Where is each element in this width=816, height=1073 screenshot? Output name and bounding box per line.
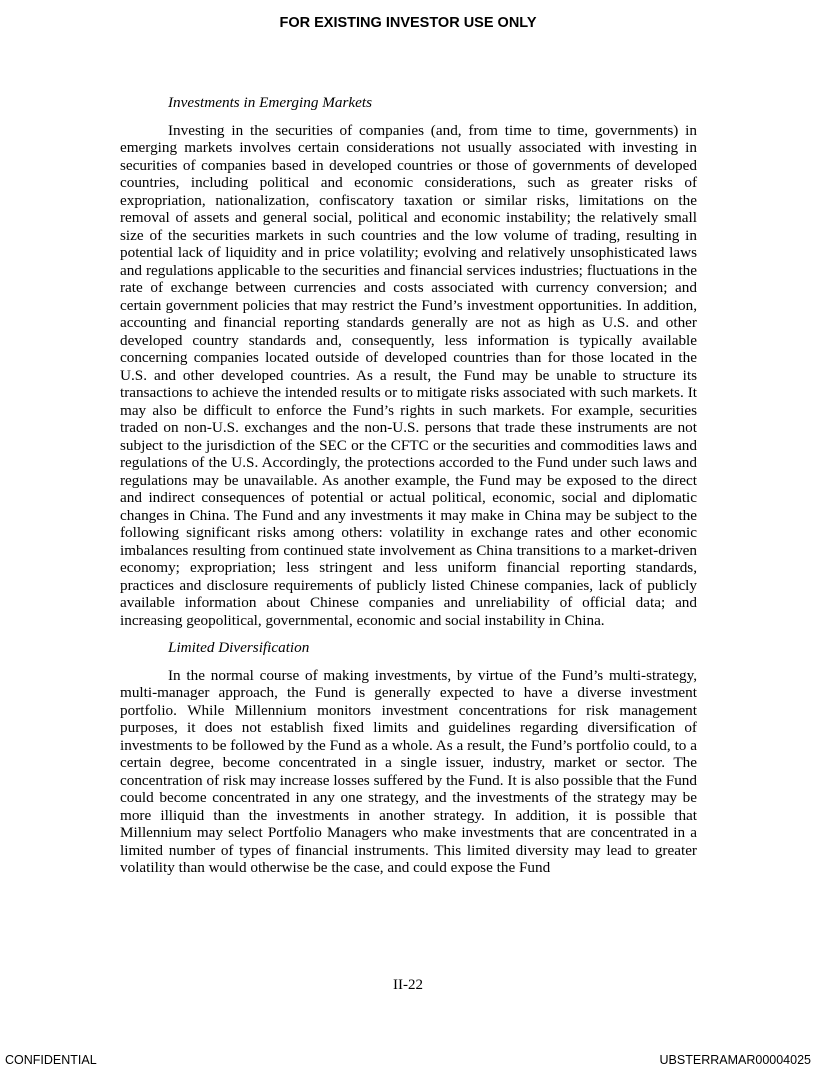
footer-confidential-label: CONFIDENTIAL [5,1053,97,1067]
document-body [120,94,697,887]
section-heading-limited-diversification: Limited Diversification [168,639,310,656]
footer-bates-number: UBSTERRAMAR00004025 [659,1053,811,1067]
page-number: II-22 [393,977,423,993]
paragraph-emerging-markets: Investing in the securities of companies (and, from time to time, governments) in emerging markets involves certain considerations not usually associated with investing in securities of companies based in developed countries or those of governments of developed countries, including political and economic considerations, such as greater risks of expropriation, nationalization, confiscatory taxation or similar risks, limitations on the removal of assets and general social, political and economic instability; the relatively small size of the securities markets in such countries and the low volume of trading, resulting in potential lack of liquidity and in price volatility; evolving and relatively unsophisticated laws and regulations applicable to the securities and financial services industries; fluctuations in the rate of exchange between currencies and costs associated with currency conversion; and certain government policies that may restrict the Fund’s investment opportunities. In addition, accounting and financial reporting standards generally are not as high as U.S. and other developed country standards and, consequently, less information is typically available concerning companies located outside of developed countries than for those located in the U.S. and other developed countries. As a result, the Fund may be unable to structure its transactions to achieve the intended results or to mitigate risks associated with such markets. It may also be difficult to enforce the Fund’s rights in such markets. For example, securities traded on non-U.S. exchanges and the non-U.S. persons that trade these instruments are not subject to the jurisdiction of the SEC or the CFTC or the securities and commodities laws and regulations of the U.S. Accordingly, the protections accorded to the Fund under such laws and regulations may be unavailable. As another example, the Fund may be exposed to the direct and indirect consequences of potential or actual political, economic, social and diplomatic changes in China. The Fund and any investments it may make in China may be subject to the following significant risks among others: volatility in exchange rates and other economic imbalances resulting from continued state involvement as China transitions to a market-driven economy; expropriation; less stringent and less uniform financial reporting standards, practices and disclosure requirements of publicly listed Chinese companies, lack of publicly available information about Chinese companies and unreliability of official data; and increasing geopolitical, governmental, economic and social instability in China. [120,121,697,629]
section-heading-emerging-markets: Investments in Emerging Markets [168,94,372,111]
header-banner: FOR EXISTING INVESTOR USE ONLY [279,15,537,31]
paragraph-limited-diversification: In the normal course of making investments, by virtue of the Fund’s multi-strategy, multi-manager approach, the Fund is generally expected to have a diverse investment portfolio. While Millennium monitors investment concentrations for risk management purposes, it does not establish fixed limits and guidelines regarding diversification of investments to be followed by the Fund as a whole. As a result, the Fund’s portfolio could, to a certain degree, become concentrated in a single issuer, industry, market or sector. The concentration of risk may increase losses suffered by the Fund. It is also possible that the Fund could become concentrated in any one strategy, and the investments of the strategy may be more illiquid than the investments in another strategy. In addition, it is possible that Millennium may select Portfolio Managers who make investments that are concentrated in a limited number of types of financial instruments. This limited diversity may lead to greater volatility than would otherwise be the case, and could expose the Fund [120,666,697,876]
